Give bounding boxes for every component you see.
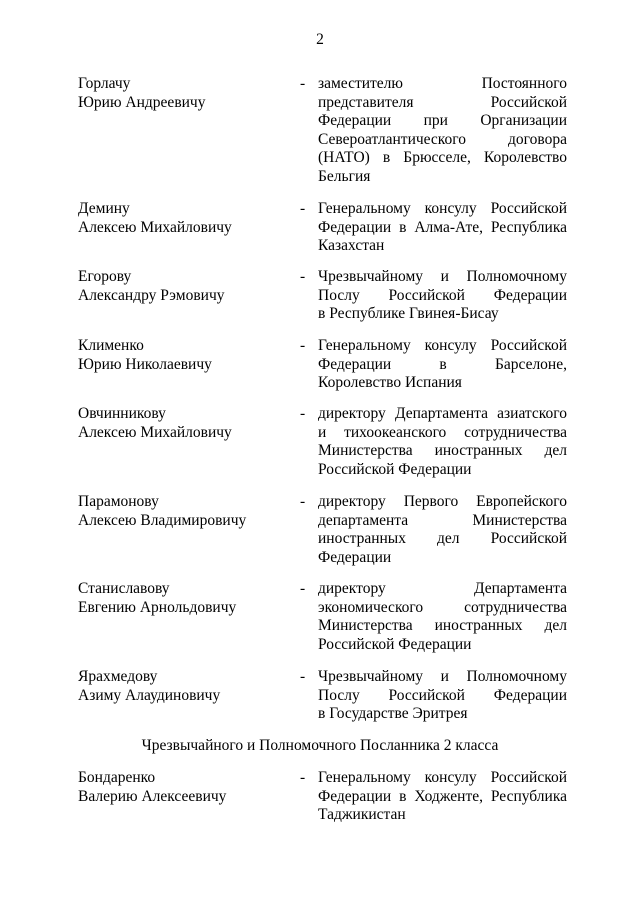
position-line: Чрезвычайному и Полномочному bbox=[318, 668, 567, 685]
position-line: директору Первого Европейского bbox=[318, 493, 567, 510]
position-line: в Республике Гвинея-Бисау bbox=[318, 305, 499, 323]
given-names: Алексею Михайловичу bbox=[78, 423, 232, 441]
position-line: Федерации в Ходженте, Республика bbox=[318, 787, 567, 805]
given-names: Юрию Николаевичу bbox=[78, 355, 212, 373]
person-name bbox=[78, 268, 298, 305]
surname: Егорову bbox=[78, 268, 132, 285]
surname: Горлачу bbox=[78, 75, 131, 92]
position-line: Федерации в Алма-Ате, Республика bbox=[318, 218, 567, 236]
given-names: Валерию Алексеевичу bbox=[78, 787, 227, 805]
surname: Станиславову bbox=[78, 580, 170, 597]
given-names: Азиму Алаудиновичу bbox=[78, 686, 221, 704]
position-text bbox=[318, 493, 567, 567]
position-text bbox=[318, 580, 567, 654]
surname: Парамонову bbox=[78, 493, 159, 510]
surname: Демину bbox=[78, 200, 130, 217]
person-name bbox=[78, 769, 298, 806]
dash-separator: - bbox=[300, 493, 306, 510]
position-text bbox=[318, 769, 567, 825]
surname: Ярахмедову bbox=[78, 668, 158, 685]
position-text bbox=[318, 75, 567, 187]
dash-separator: - bbox=[300, 405, 306, 422]
given-names: Юрию Андреевичу bbox=[78, 93, 206, 111]
position-line: Российской Федерации bbox=[318, 635, 472, 653]
position-text bbox=[318, 668, 567, 724]
dash-separator: - bbox=[300, 337, 306, 354]
position-line: Послу Российской Федерации bbox=[318, 686, 567, 704]
section-heading: Чрезвычайного и Полномочного Посланника 2 класса bbox=[141, 737, 499, 754]
position-line: представителя Российской bbox=[318, 93, 567, 111]
position-line: Федерации при Организации bbox=[318, 112, 567, 130]
position-line: Министерства иностранных дел bbox=[318, 617, 567, 635]
position-line: департамента Министерства bbox=[318, 511, 567, 529]
position-line: Казахстан bbox=[318, 237, 385, 255]
person-name bbox=[78, 405, 298, 442]
position-line: Королевство Испания bbox=[318, 374, 462, 392]
dash-separator: - bbox=[300, 75, 306, 92]
person-name bbox=[78, 668, 298, 705]
surname: Клименко bbox=[78, 337, 144, 354]
dash-separator: - bbox=[300, 769, 306, 786]
position-line: Федерации bbox=[318, 548, 392, 566]
given-names: Александру Рэмовичу bbox=[78, 286, 225, 304]
surname: Овчинникову bbox=[78, 405, 166, 422]
person-name bbox=[78, 493, 298, 530]
position-line: директору Департамента bbox=[318, 580, 567, 597]
position-line: Российской Федерации bbox=[318, 460, 472, 478]
position-text bbox=[318, 200, 567, 256]
position-line: директору Департамента азиатского bbox=[318, 405, 567, 422]
page-number: 2 bbox=[316, 31, 324, 48]
position-line: и тихоокеанского сотрудничества bbox=[318, 423, 567, 441]
position-line: Генеральному консулу Российской bbox=[318, 337, 567, 354]
dash-separator: - bbox=[300, 668, 306, 685]
given-names: Алексею Владимировичу bbox=[78, 511, 247, 529]
position-text bbox=[318, 337, 567, 393]
person-name bbox=[78, 200, 298, 237]
surname: Бондаренко bbox=[78, 769, 156, 786]
position-line: Послу Российской Федерации bbox=[318, 286, 567, 304]
position-line: заместителю Постоянного bbox=[318, 75, 567, 92]
position-text bbox=[318, 405, 567, 479]
person-name bbox=[78, 75, 298, 112]
position-line: Министерства иностранных дел bbox=[318, 442, 567, 460]
dash-separator: - bbox=[300, 580, 306, 597]
position-text bbox=[318, 268, 567, 324]
person-name bbox=[78, 337, 298, 374]
position-line: экономического сотрудничества bbox=[318, 598, 567, 616]
position-line: Генеральному консулу Российской bbox=[318, 769, 567, 786]
position-line: Таджикистан bbox=[318, 806, 406, 824]
position-line: Североатлантического договора bbox=[318, 130, 567, 148]
position-line: Генеральному консулу Российской bbox=[318, 200, 567, 217]
given-names: Алексею Михайловичу bbox=[78, 218, 232, 236]
position-line: Бельгия bbox=[318, 167, 371, 185]
position-line: иностранных дел Российской bbox=[318, 530, 567, 548]
position-line: в Государстве Эритрея bbox=[318, 705, 468, 723]
position-line: (НАТО) в Брюсселе, Королевство bbox=[318, 149, 567, 167]
given-names: Евгению Арнольдовичу bbox=[78, 598, 237, 616]
dash-separator: - bbox=[300, 200, 306, 217]
dash-separator: - bbox=[300, 268, 306, 285]
position-line: Федерации в Барселоне, bbox=[318, 355, 567, 373]
person-name bbox=[78, 580, 298, 617]
position-line: Чрезвычайному и Полномочному bbox=[318, 268, 567, 285]
